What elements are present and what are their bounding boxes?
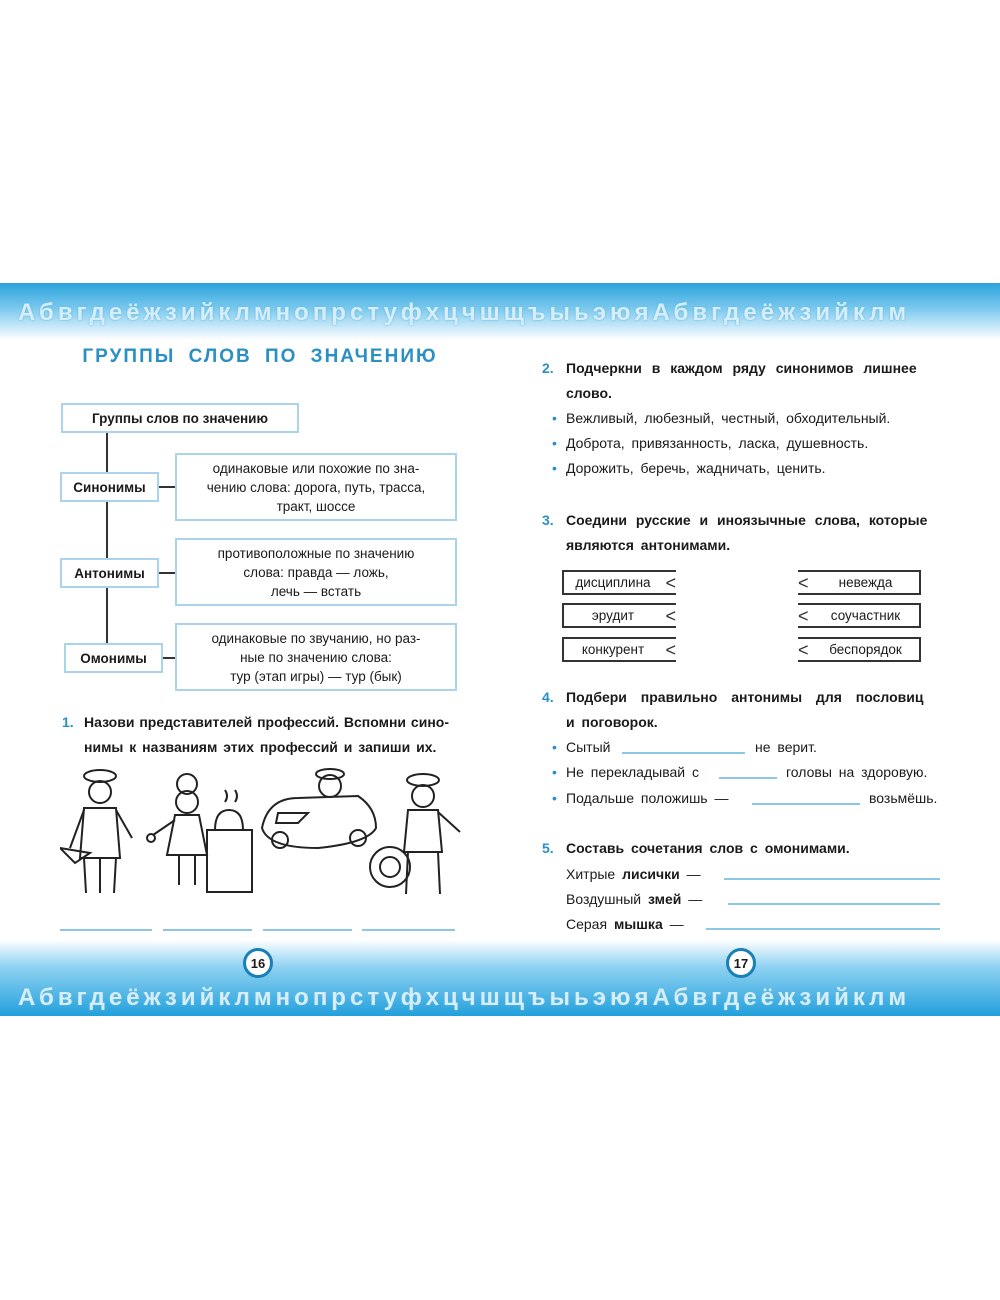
proverb-end: не верит. [755,739,817,755]
bottom-alphabet-band [0,940,1000,1016]
task-number: 3. [542,512,554,528]
word-card-right[interactable] [798,570,921,595]
task-number: 2. [542,360,554,376]
definition-line: одинаковые по звучанию, но раз- [211,630,421,646]
synonym-row: Доброта, привязанность, ласка, душевность. [566,435,869,451]
definition-line: одинаковые или похожие по зна- [212,460,420,476]
synonym-row: Вежливый, любезный, честный, обходительный. [566,410,891,426]
task-text: Соедини русские и иноязычные слова, которые [566,512,928,528]
group-homonyms: Омонимы [64,643,163,673]
answer-line[interactable] [752,803,860,805]
puzzle-notch-icon: < [798,640,809,660]
homonym-phrase [566,891,702,907]
answer-line[interactable] [719,777,777,779]
bullet-icon: • [552,460,557,476]
word-card-right[interactable] [798,637,921,662]
definition-line: ные по значению слова: [240,649,392,665]
answer-line[interactable] [163,929,252,931]
dash: — [686,866,701,882]
sailor-illustration [368,772,468,897]
diagram-connector [162,657,176,659]
bullet-icon: • [552,790,557,806]
definition-line: лечь — встать [270,583,362,599]
word-card-left[interactable] [562,637,676,662]
synonyms-definition [175,453,457,521]
answer-line[interactable] [728,903,940,905]
proverb-start: Не перекладывай с [566,764,699,780]
definition-line: противоположные по значению [217,545,415,561]
task-text: и поговорок. [566,714,658,730]
task-number: 5. [542,840,554,856]
definition-line: чению слова: дорога, путь, трасса, [206,479,426,495]
alphabet-decoration: АбвгдеёжзийклмнопрстуфхцчшщъыьэюяАбвгдеёжзийклм [18,299,911,326]
page-title: ГРУППЫ СЛОВ ПО ЗНАЧЕНИЮ [82,346,438,367]
top-alphabet-band [0,283,1000,340]
driver-car-illustration [258,768,378,858]
bullet-icon: • [552,435,557,451]
diagram-connector [158,486,176,488]
task-text: являются антонимами. [566,537,731,553]
word: невежда [838,575,893,590]
page-number: 16 [243,948,273,978]
page-number: 17 [726,948,756,978]
phrase-word: Хитрые [566,866,616,882]
homonym-phrase [566,866,701,882]
word-card-left[interactable] [562,570,676,595]
task-text: нимы к названиям этих профессий и запиши их. [84,739,437,755]
puzzle-notch-icon: < [798,573,809,593]
pilot-illustration [60,768,145,898]
answer-line[interactable] [706,928,940,930]
phrase-word: Воздушный [566,891,642,907]
definition-line: тур (этап игры) — тур (бык) [230,668,402,684]
task-text: Назови представителей профессий. Вспомни сино- [84,714,449,730]
proverb-start: Сытый [566,739,611,755]
proverb-end: головы на здоровую. [786,764,928,780]
answer-line[interactable] [622,752,745,754]
bullet-icon: • [552,739,557,755]
group-antonyms: Антонимы [60,558,159,588]
answer-line[interactable] [263,929,352,931]
word: дисциплина [575,575,651,590]
task-text: Подбери правильно антонимы для пословиц [566,689,924,705]
task-number: 1. [62,714,74,730]
homonym-word: лисички [622,866,680,882]
bullet-icon: • [552,764,557,780]
definition-line: тракт, шоссе [276,498,356,514]
homonym-word: мышка [613,916,663,932]
alphabet-decoration: АбвгдеёжзийклмнопрстуфхцчшщъыьэюяАбвгдеёжзийклм [18,984,911,1011]
phrase-word: Серая [566,916,608,932]
group-synonyms: Синонимы [60,472,159,502]
definition-line: слова: правда — ложь, [243,564,389,580]
proverb-start: Подальше положишь — [566,790,729,806]
dash: — [669,916,684,932]
synonym-row: Дорожить, беречь, жадничать, ценить. [566,460,826,476]
word: конкурент [581,642,645,657]
diagram-root: Группы слов по значению [61,403,299,433]
answer-line[interactable] [362,929,455,931]
word-card-left[interactable] [562,603,676,628]
word: эрудит [591,608,635,623]
homonym-phrase [566,916,684,932]
diagram-connector [158,572,176,574]
homonyms-definition [175,623,457,691]
word: беспорядок [829,642,902,657]
antonyms-definition [175,538,457,606]
dash: — [688,891,703,907]
puzzle-notch-icon: < [665,573,676,593]
answer-line[interactable] [724,878,940,880]
bullet-icon: • [552,410,557,426]
puzzle-notch-icon: < [665,640,676,660]
task-text: Составь сочетания слов с омонимами. [566,840,850,856]
task-text: Подчеркни в каждом ряду синонимов лишнее [566,360,917,376]
task-number: 4. [542,689,554,705]
puzzle-notch-icon: < [665,606,676,626]
diagram-connector [106,432,108,658]
proverb-end: возьмёшь. [869,790,938,806]
task-text: слово. [566,385,612,401]
homonym-word: змей [647,891,682,907]
cook-illustration [145,770,255,895]
word-card-right[interactable] [798,603,921,628]
answer-line[interactable] [60,929,152,931]
word: соучастник [830,608,901,623]
puzzle-notch-icon: < [798,606,809,626]
